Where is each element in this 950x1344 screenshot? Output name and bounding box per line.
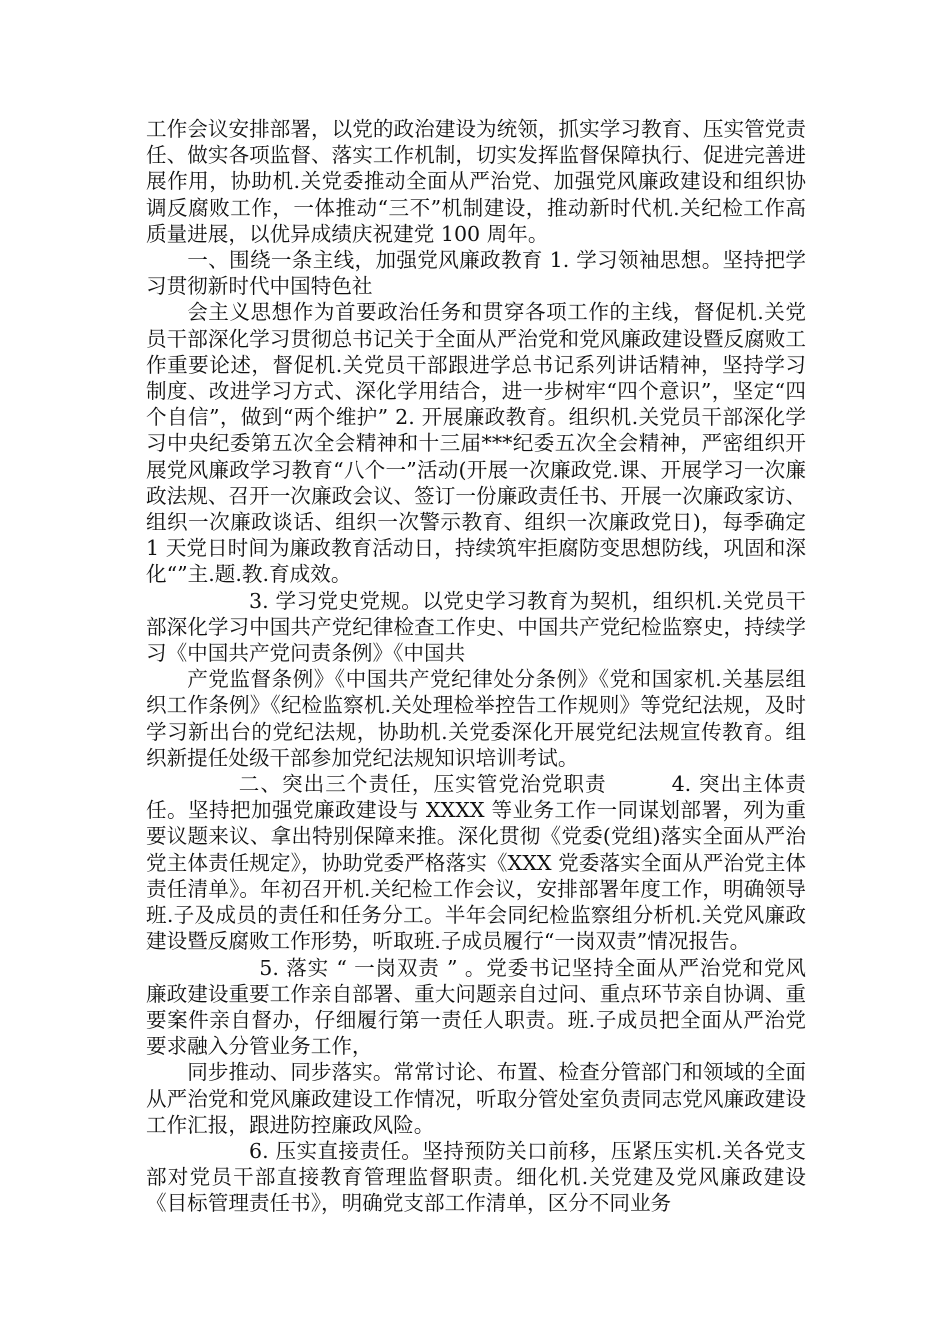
- paragraph-item-6: 6. 压实直接责任。坚持预防关口前移，压紧压实机.关各党支部对党员干部直接教育管理监督职责。细化机.关党建及党风廉政建设《目标管理责任书》，明确党支部工作清单，区分不同业务: [146, 1138, 806, 1216]
- paragraph-item-3-continued: 产党监督条例》《中国共产党纪律处分条例》《党和国家机.关基层组织工作条例》《纪检监察机.关处理检举控告工作规则》等党纪法规，及时学习新出台的党纪法规，协助机.关党委深化开展党纪法规宣传教育。组织新提任处级干部参加党纪法规知识培训考试。: [146, 667, 806, 770]
- paragraph-item-5-continued: 同步推动、同步落实。常常讨论、布置、检查分管部门和领域的全面从严治党和党风廉政建设工作情况，听取分管处室负责同志党风廉政建设工作汇报，跟进防控廉政风险。: [146, 1060, 806, 1137]
- paragraph-item-1-2: 会主义思想作为首要政治任务和贯穿各项工作的主线，督促机.关党员干部深化学习贯彻总书记关于全面从严治党和党风廉政建设暨反腐败工作重要论述，督促机.关党员干部跟进学总书记系列讲话精神，坚持学习制度、改进学习方式、深化学用结合，进一步树牢“四个意识”，坚定“四个自信”，做到“两个维护” 2. 开展廉政教育。组织机.关党员干部深化学习中央纪委第五次全会精神和十三届***纪委五次全会精神，严密组织开展党风廉政学习教育“八个一”活动(开展一次廉政党.课、开展学习一次廉政法规、召开一次廉政会议、签订一份廉政责任书、开展一次廉政家访、组织一次廉政谈话、组织一次警示教育、组织一次廉政党日)，每季确定 1 天党日时间为廉政教育活动日，持续筑牢拒腐防变思想防线，巩固和深化“”主.题.教.育成效。: [146, 300, 806, 587]
- document-page: [146, 116, 806, 1217]
- paragraph-item-3: 3. 学习党史党规。以党史学习教育为契机，组织机.关党员干部深化学习中国共产党纪律检查工作史、中国共产党纪检监察史，持续学习《中国共产党问责条例》《中国共: [146, 588, 806, 666]
- paragraph-section-1-heading: 一、围绕一条主线，加强党风廉政教育 1. 学习领袖思想。坚持把学习贯彻新时代中国特色社: [146, 248, 806, 299]
- paragraph-intro: 工作会议安排部署，以党的政治建设为统领，抓实学习教育、压实管党责任、做实各项监督、落实工作机制，切实发挥监督保障执行、促进完善进展作用，协助机.关党委推动全面从严治党、加强党风廉政建设和组织协调反腐败工作，一体推动“三不”机制建设，推动新时代机.关纪检工作高质量进展，以优异成绩庆祝建党 100 周年。: [146, 117, 806, 246]
- paragraph-section-2-heading: 二、突出三个责任，压实管党治党职责 4. 突出主体责任。坚持把加强党廉政建设与 XXXX 等业务工作一同谋划部署，列为重要议题来议、拿出特别保障来推。深化贯彻《党委(党组)落实全面从严治党主体责任规定》，协助党委严格落实《XXX 党委落实全面从严治党主体责任清单》。年初召开机.关纪检工作会议，安排部署年度工作，明确领导班.子及成员的责任和任务分工。半年会同纪检监察组分析机.关党风廉政建设暨反腐败工作形势，听取班.子成员履行“一岗双责”情况报告。: [146, 772, 806, 954]
- paragraph-item-5: 5. 落实 “ 一岗双责 ” 。党委书记坚持全面从严治党和党风廉政建设重要工作亲自部署、重大问题亲自过问、重点环节亲自协调、重要案件亲自督办，仔细履行第一责任人职责。班.子成员把全面从严治党要求融入分管业务工作，: [146, 955, 806, 1059]
